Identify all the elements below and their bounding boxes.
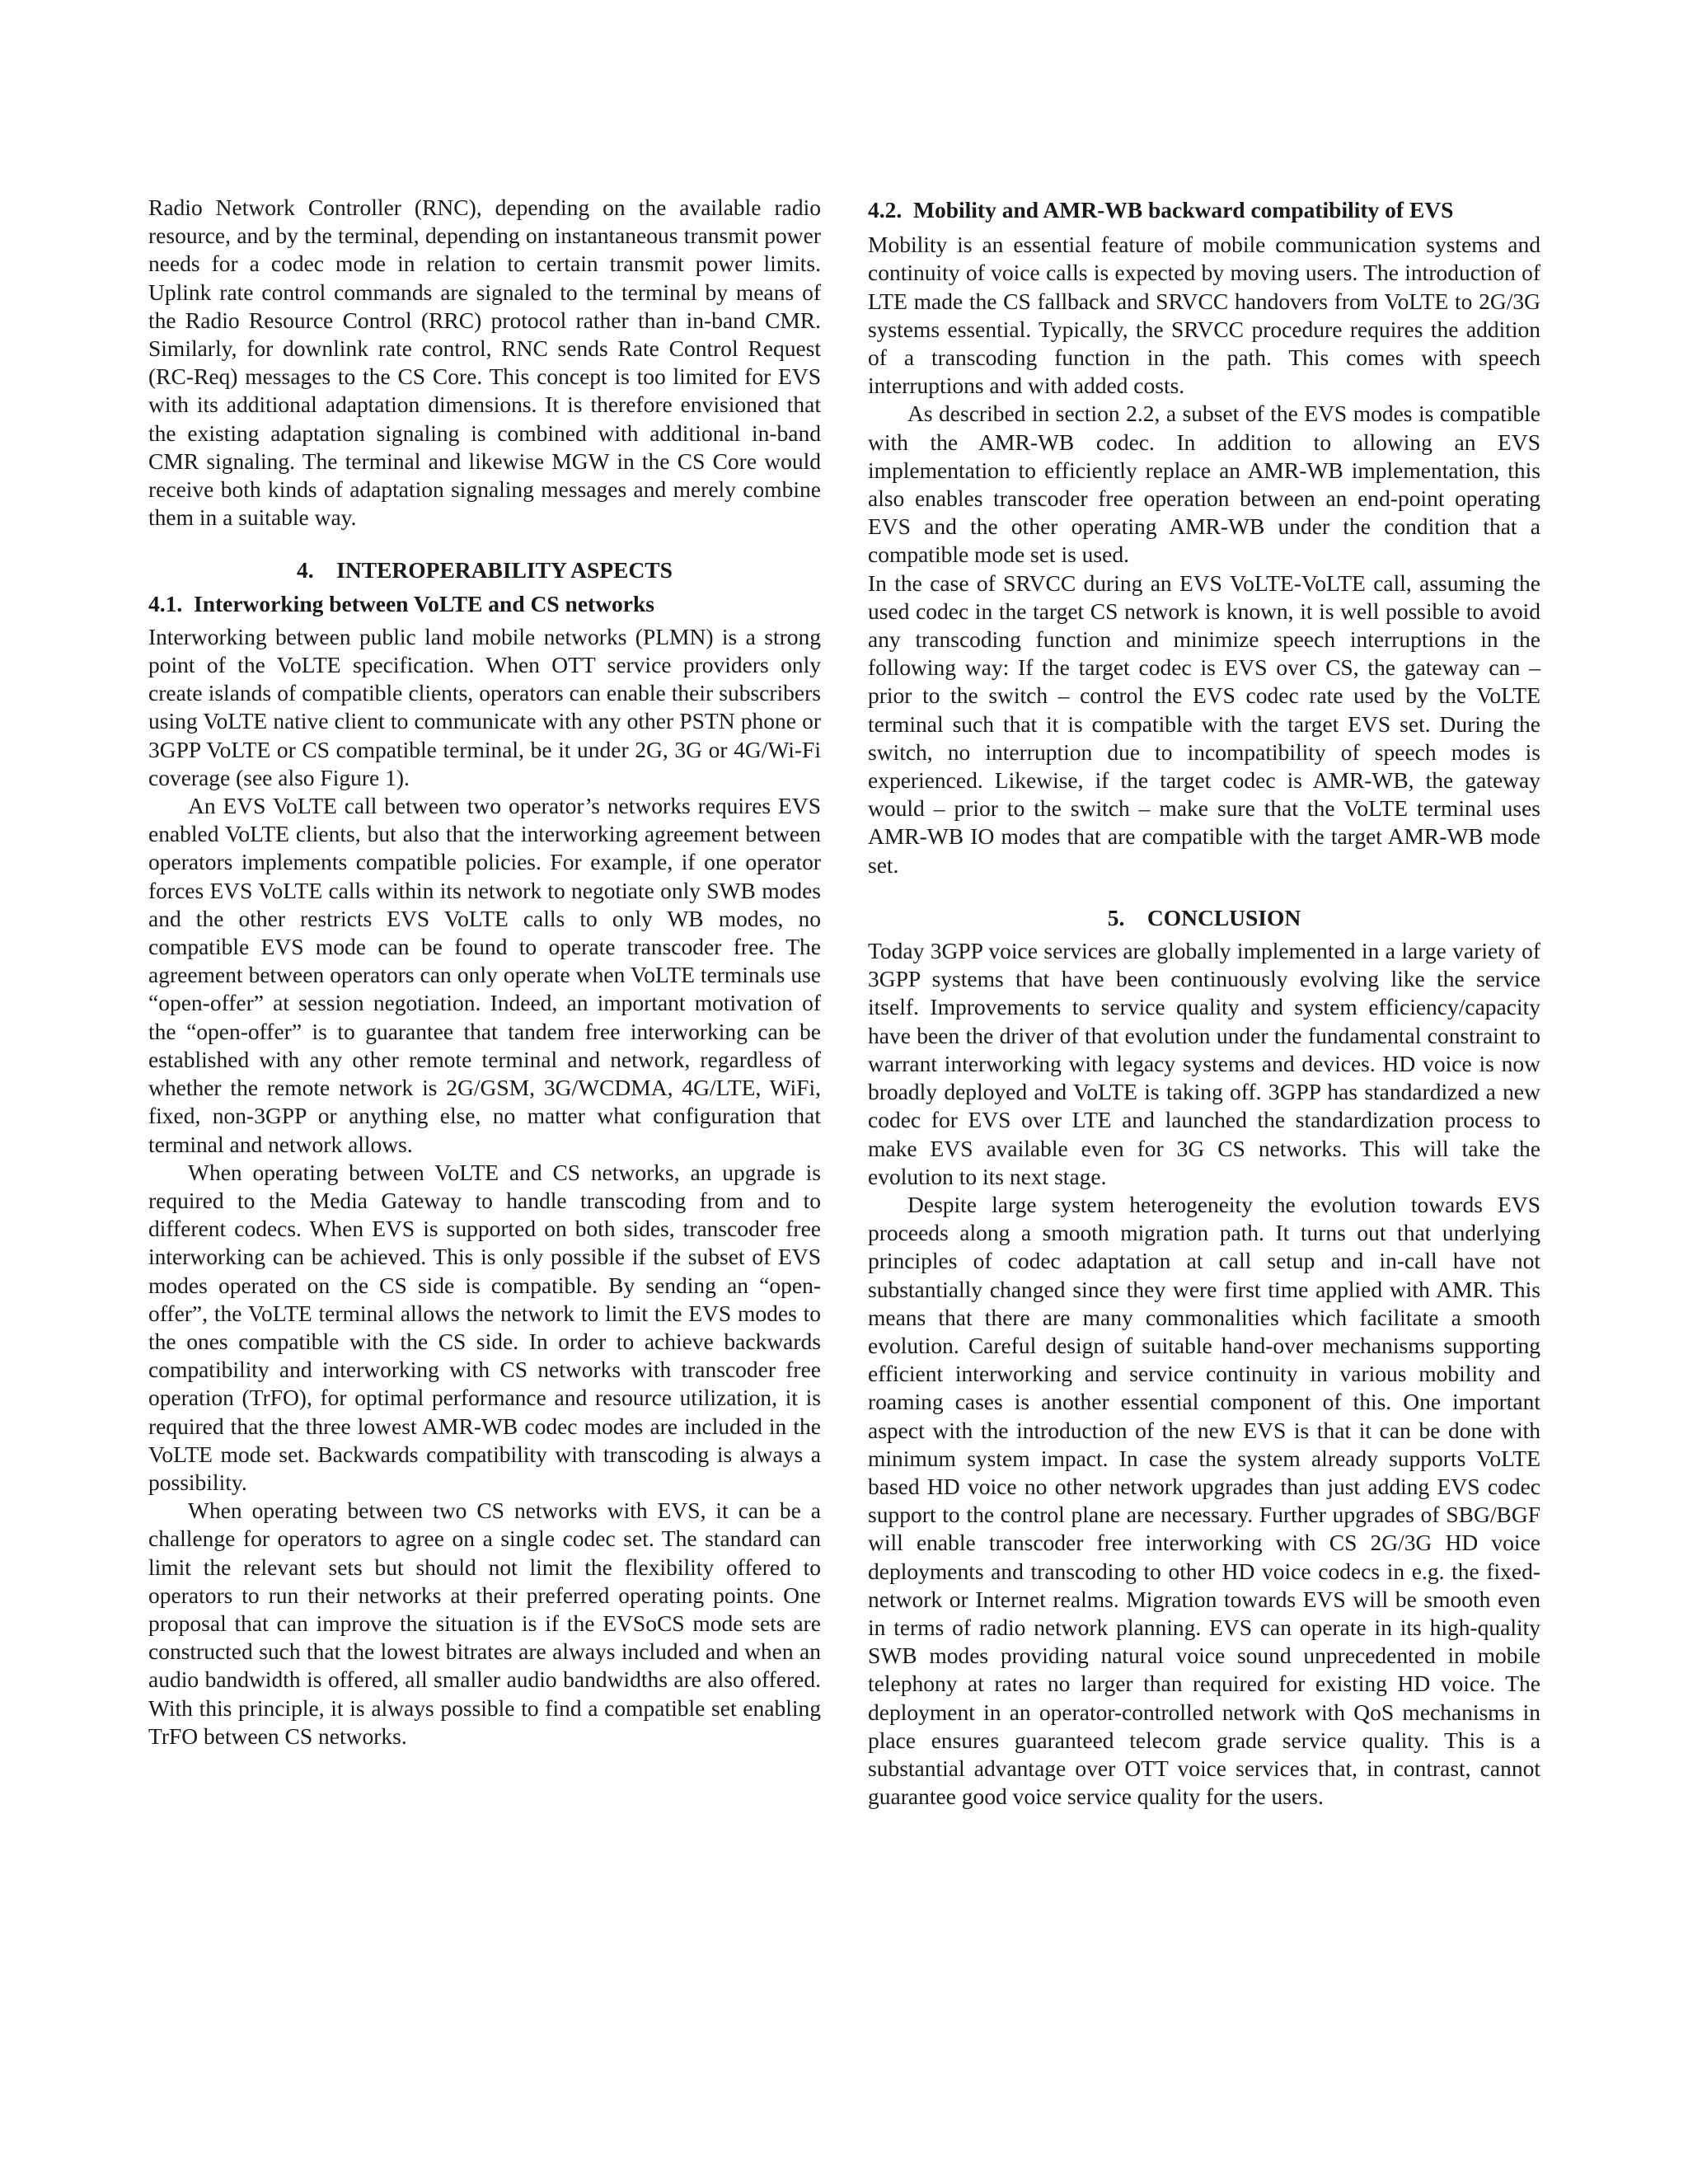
paragraph-mobility: Mobility is an essential feature of mobile communication systems and continuity of voice calls is expected by moving users. The introduction of LTE made the CS fallback and SRVCC handovers from VoLTE to 2G/3G systems essential. Typically, the SRVCC procedure requires the addition of a transcoding function in the path. This comes with speech interruptions and with added costs.	[868, 232, 1540, 399]
paragraph-conclusion-intro: Today 3GPP voice services are globally implemented in a large variety of 3GPP systems that have been continuously evolving like the service itself. Improvements to service quality and system efficiency/capacity have been the driver of that evolution under the fundamental constraint to warrant interworking with legacy systems and devices. HD voice is now broadly deployed and VoLTE is taking off. 3GPP has standardized a new codec for EVS over LTE and launched the standardization process to make EVS available even for 3G CS networks. This will take the evolution to its next stage.	[868, 938, 1540, 1189]
paragraph-amr-wb-compat: As described in section 2.2, a subset of the EVS modes is compatible with the AMR-WB codec. In addition to allowing an EVS implementation to efficiently replace an AMR-WB implementation, this also enables transcoder free operation between an end-point operating EVS and the other operating AMR-WB under the condition that a compatible mode set is used.	[868, 401, 1540, 568]
paragraph-evs-volte-operators: An EVS VoLTE call between two operator’s networks requires EVS enabled VoLTE clients, but also that the interworking agreement between operators implements compatible policies. For example, if one operator forces EVS VoLTE calls within its network to negotiate only SWB modes and the other restricts EVS VoLTE calls to only WB modes, no compatible EVS mode can be found to operate transcoder free. The agreement between operators can only operate when VoLTE terminals use “open-offer” at session negotiation. Indeed, an important motivation of the “open-offer” is to guarantee that tandem free interworking can be established with any other remote terminal and network, regardless of whether the remote network is 2G/GSM, 3G/WCDMA, 4G/LTE, WiFi, fixed, non-3GPP or anything else, no matter what configuration that terminal and network allows.	[148, 793, 821, 1157]
subsection-4-2-heading: 4.2. Mobility and AMR-WB backward compatibility of EVS	[868, 197, 1454, 223]
left-column	[148, 194, 821, 1750]
paragraph-srvcc: In the case of SRVCC during an EVS VoLTE-VoLTE call, assuming the used codec in the target CS network is known, it is well possible to avoid any transcoding function and minimize speech interruptions in the following way: If the target codec is EVS over CS, the gateway can – prior to the switch – control the EVS codec rate used by the VoLTE terminal such that it is compatible with the target EVS set. During the switch, no interruption due to incompatibility of speech modes is experienced. Likewise, if the target codec is AMR-WB, the gateway would – prior to the switch – make sure that the VoLTE terminal uses AMR-WB IO modes that are compatible with the target AMR-WB mode set.	[868, 569, 1540, 878]
right-column	[868, 196, 1540, 1811]
paragraph-conclusion-migration: Despite large system heterogeneity the evolution towards EVS proceeds along a smooth migration path. It turns out that underlying principles of codec adaptation at call setup and in-call have not substantially changed since they were first time applied with AMR. This means that there are many commonalities which facilitate a smooth evolution. Careful design of suitable hand-over mechanisms supporting efficient interworking and service continuity in various mobility and roaming cases is another essential component of this. One important aspect with the introduction of the new EVS is that it can be done with minimum system impact. In case the system already supports VoLTE based HD voice no other network upgrades than just adding EVS codec support to the control plane are necessary. Further upgrades of SBG/BGF will enable transcoder free interworking with CS 2G/3G HD voice deployments and transcoding to other HD voice codecs in e.g. the fixed-network or Internet realms. Migration towards EVS will be smooth even in terms of radio network planning. EVS can operate in its high-quality SWB modes providing natural voice sound unprecedented in mobile telephony at rates no larger than required for existing HD voice. The deployment in an operator-controlled network with QoS mechanisms in place ensures guaranteed telecom grade service quality. This is a substantial advantage over OTT voice services that, in contrast, cannot guarantee good voice service quality for the users.	[868, 1191, 1540, 1810]
paragraph-rnc-rate-control: Radio Network Controller (RNC), depending on the available radio resource, and by the terminal, depending on instantaneous transmit power needs for a codec mode in relation to certain transmit power limits. Uplink rate control commands are signaled to the terminal by means of the Radio Resource Control (RRC) protocol rather than in-band CMR. Similarly, for downlink rate control, RNC sends Rate Control Request (RC-Req) messages to the CS Core. This concept is too limited for EVS with its additional adaptation dimensions. It is therefore envisioned that the existing adaptation signaling is combined with additional in-band CMR signaling. The terminal and likewise MGW in the CS Core would receive both kinds of adaptation signaling messages and merely combine them in a suitable way.	[148, 194, 821, 531]
paragraph-cs-networks-evs: When operating between two CS networks with EVS, it can be a challenge for operators to agree on a single codec set. The standard can limit the relevant sets but should not limit the flexibility offered to operators to run their networks at their preferred operating points. One proposal that can improve the situation is if the EVSoCS mode sets are constructed such that the lowest bitrates are always included and when an audio bandwidth is offered, all smaller audio bandwidths are also offered. With this principle, it is always possible to find a compatible set enabling TrFO between CS networks.	[148, 1497, 821, 1749]
subsection-4-1-heading: 4.1. Interworking between VoLTE and CS networks	[148, 590, 655, 616]
section-4-heading: 4. INTEROPERABILITY ASPECTS	[297, 557, 673, 583]
paragraph-volte-cs-upgrade: When operating between VoLTE and CS networks, an upgrade is required to the Media Gateway to handle transcoding from and to different codecs. When EVS is supported on both sides, transcoder free interworking can be achieved. This is only possible if the subset of EVS modes operated on the CS side is compatible. By sending an “open-offer”, the VoLTE terminal allows the network to limit the EVS modes to the ones compatible with the CS side. In order to achieve backwards compatibility and interworking with CS networks with transcoder free operation (TrFO), for optimal performance and resource utilization, it is required that the three lowest AMR-WB codec modes are included in the VoLTE mode set. Backwards compatibility with transcoding is always a possibility.	[148, 1159, 821, 1495]
section-5-heading: 5. CONCLUSION	[1107, 904, 1301, 930]
paragraph-plmn-interworking: Interworking between public land mobile networks (PLMN) is a strong point of the VoLTE specification. When OTT service providers only create islands of compatible clients, operators can enable their subscribers using VoLTE native client to communicate with any other PSTN phone or 3GPP VoLTE or CS compatible terminal, be it under 2G, 3G or 4G/Wi-Fi coverage (see also Figure 1).	[148, 623, 821, 790]
